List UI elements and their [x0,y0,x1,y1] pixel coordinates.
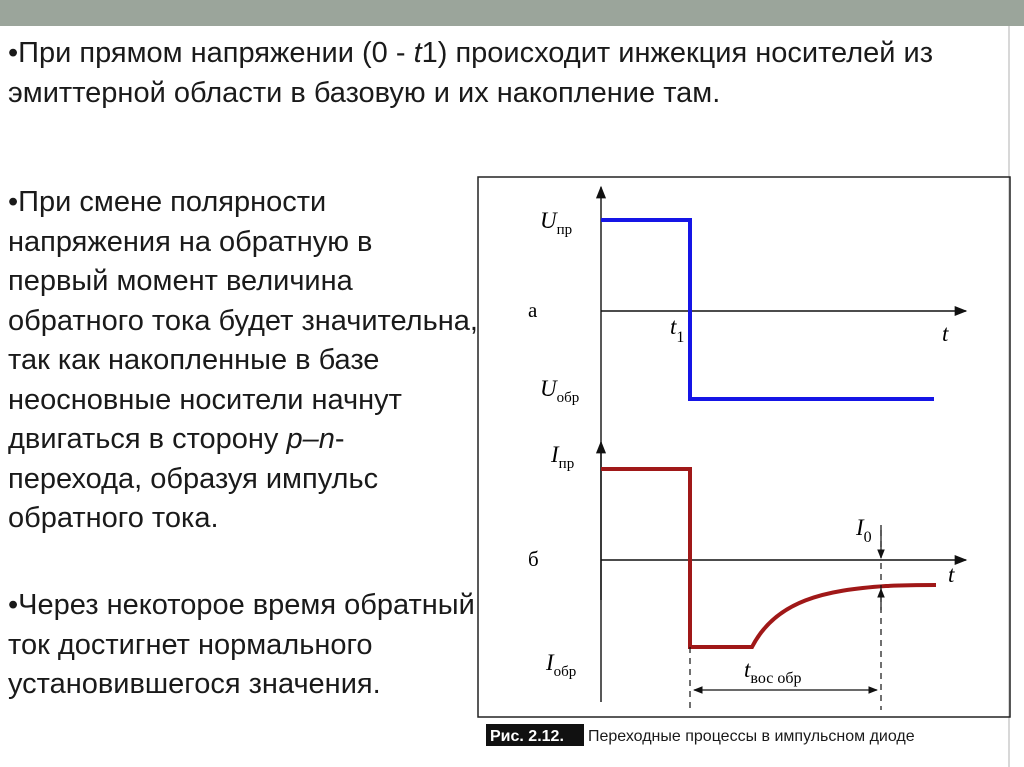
bullet-1-text-a: •При прямом напряжении (0 - [8,37,414,69]
i0-sub: 0 [863,529,872,546]
i-pr-sub: пр [558,456,575,472]
bullet-2-text-b: -перехода, образуя импульс обратного тока. [8,423,379,534]
i-pr-label: $I_{пр}$ [551,442,575,472]
caption-tag: Рис. 2.12. [490,728,564,745]
bullet-1-italic: t [413,37,422,69]
i0-label: $I_0$ [856,515,872,546]
u-pr-label: $U_{пр}$ [540,208,573,238]
t1-label: $t_1$ [670,314,685,346]
t-axis-a-label: t [942,321,949,346]
u-obr-label: $U_{обр}$ [540,376,580,406]
u-obr-sub: обр [556,390,580,406]
bullet-polarity-change [8,183,478,539]
label-a: а [528,298,538,322]
bullet-3-text: •Через некоторое время обратный ток достигнет нормального установившегося значения. [8,589,475,700]
i-obr-label: $I_{обр}$ [546,650,577,680]
voltage-waveform [601,220,934,399]
t-axis-b-label: t [948,562,955,587]
bullet-2-italic: p–n [286,423,335,455]
caption-text: Переходные процессы в импульсном диоде [588,728,915,745]
t-vos-label: $t_{вос обр}$ [744,657,802,687]
u-pr-sub: пр [556,222,573,238]
bullet-1-text-b: 1) происходит инжекция носителей из эмиттерной области в базовую и их накопление там. [8,37,934,109]
slide-top-bar [0,0,1024,26]
t-vos-sub: вос обр [750,670,802,687]
bullet-injection [8,34,1008,113]
bullet-steady-state [8,586,478,705]
label-b: б [528,547,539,571]
bullet-2-text-a: •При смене полярности напряжения на обратную в первый момент величина обратного тока будет значительна, так как накопленные в базе неосновные носители начнут двигаться в сторону [8,186,478,455]
transient-diagram [476,170,1014,766]
t1-sub: 1 [676,329,685,346]
i-obr-sub: обр [553,664,577,680]
current-waveform [601,469,936,647]
